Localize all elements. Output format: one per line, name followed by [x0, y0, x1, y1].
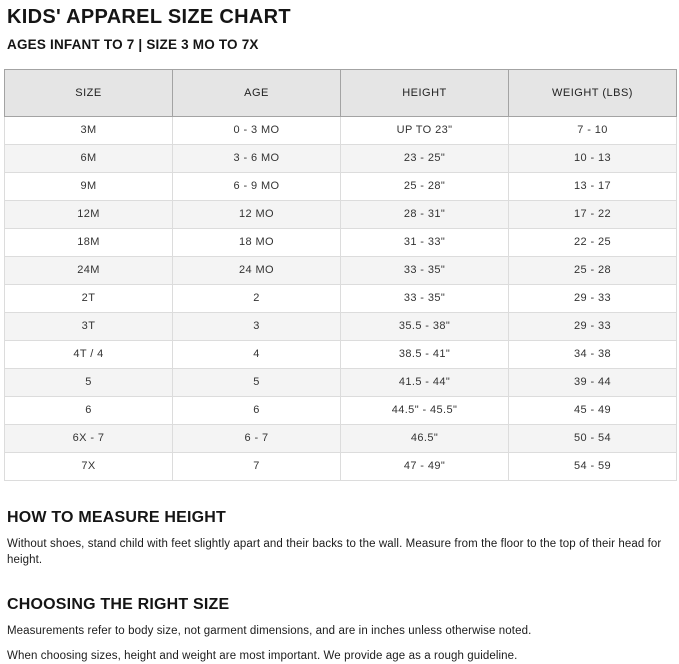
column-header-height: HEIGHT [341, 69, 509, 116]
table-cell: 44.5" - 45.5" [341, 396, 509, 424]
table-cell: 4T / 4 [5, 340, 173, 368]
section-heading-choosing-size: CHOOSING THE RIGHT SIZE [7, 595, 230, 613]
table-cell: 9M [5, 172, 173, 200]
choosing-size-text-line1: Measurements refer to body size, not garment dimensions, and are in inches unless otherwise noted. [7, 624, 532, 637]
table-cell: 7 - 10 [509, 116, 677, 144]
size-chart-table [4, 69, 677, 481]
table-cell: 28 - 31" [341, 200, 509, 228]
table-cell: 3M [5, 116, 173, 144]
table-cell: 45 - 49 [509, 396, 677, 424]
table-cell: 17 - 22 [509, 200, 677, 228]
page-subtitle: AGES INFANT TO 7 | SIZE 3 MO TO 7X [7, 37, 259, 52]
table-cell: 33 - 35" [341, 284, 509, 312]
table-cell: 6 - 7 [173, 424, 341, 452]
table-cell: 5 [173, 368, 341, 396]
table-cell: 6 [173, 396, 341, 424]
table-cell: 3T [5, 312, 173, 340]
table-row [5, 256, 677, 284]
table-cell: 12 MO [173, 200, 341, 228]
table-row [5, 368, 677, 396]
table-row [5, 116, 677, 144]
table-cell: 18 MO [173, 228, 341, 256]
table-row [5, 452, 677, 480]
table-cell: 31 - 33" [341, 228, 509, 256]
table-cell: 7 [173, 452, 341, 480]
table-cell: 23 - 25" [341, 144, 509, 172]
table-cell: 29 - 33 [509, 284, 677, 312]
table-cell: 46.5" [341, 424, 509, 452]
table-row [5, 340, 677, 368]
table-row [5, 312, 677, 340]
table-row [5, 424, 677, 452]
table-cell: 50 - 54 [509, 424, 677, 452]
column-header-age: AGE [173, 69, 341, 116]
table-row [5, 172, 677, 200]
table-row [5, 144, 677, 172]
table-cell: 10 - 13 [509, 144, 677, 172]
column-header-size: SIZE [5, 69, 173, 116]
choosing-size-text-line2: When choosing sizes, height and weight are most important. We provide age as a rough guideline. [7, 649, 518, 662]
table-cell: 22 - 25 [509, 228, 677, 256]
table-row [5, 396, 677, 424]
column-header-weight: WEIGHT (LBS) [509, 69, 677, 116]
table-cell: 6M [5, 144, 173, 172]
table-cell: 6 [5, 396, 173, 424]
table-cell: 25 - 28 [509, 256, 677, 284]
table-cell: UP TO 23" [341, 116, 509, 144]
table-cell: 4 [173, 340, 341, 368]
table-cell: 2 [173, 284, 341, 312]
measure-height-text: Without shoes, stand child with feet slightly apart and their backs to the wall. Measure from the floor to the top of their head for height. [7, 537, 662, 566]
table-cell: 13 - 17 [509, 172, 677, 200]
section-heading-measure-height: HOW TO MEASURE HEIGHT [7, 508, 227, 526]
table-cell: 3 [173, 312, 341, 340]
table-row [5, 228, 677, 256]
table-cell: 39 - 44 [509, 368, 677, 396]
table-cell: 3 - 6 MO [173, 144, 341, 172]
table-cell: 25 - 28" [341, 172, 509, 200]
table-cell: 5 [5, 368, 173, 396]
table-row [5, 200, 677, 228]
table-row [5, 284, 677, 312]
table-cell: 35.5 - 38" [341, 312, 509, 340]
table-cell: 12M [5, 200, 173, 228]
table-cell: 0 - 3 MO [173, 116, 341, 144]
table-cell: 24 MO [173, 256, 341, 284]
table-cell: 54 - 59 [509, 452, 677, 480]
table-cell: 24M [5, 256, 173, 284]
table-cell: 2T [5, 284, 173, 312]
table-cell: 33 - 35" [341, 256, 509, 284]
table-cell: 6 - 9 MO [173, 172, 341, 200]
table-cell: 34 - 38 [509, 340, 677, 368]
table-cell: 18M [5, 228, 173, 256]
table-cell: 47 - 49" [341, 452, 509, 480]
table-cell: 29 - 33 [509, 312, 677, 340]
table-cell: 6X - 7 [5, 424, 173, 452]
table-header-row [5, 69, 677, 116]
table-cell: 41.5 - 44" [341, 368, 509, 396]
table-cell: 7X [5, 452, 173, 480]
page-title: KIDS' APPAREL SIZE CHART [7, 6, 291, 28]
table-cell: 38.5 - 41" [341, 340, 509, 368]
